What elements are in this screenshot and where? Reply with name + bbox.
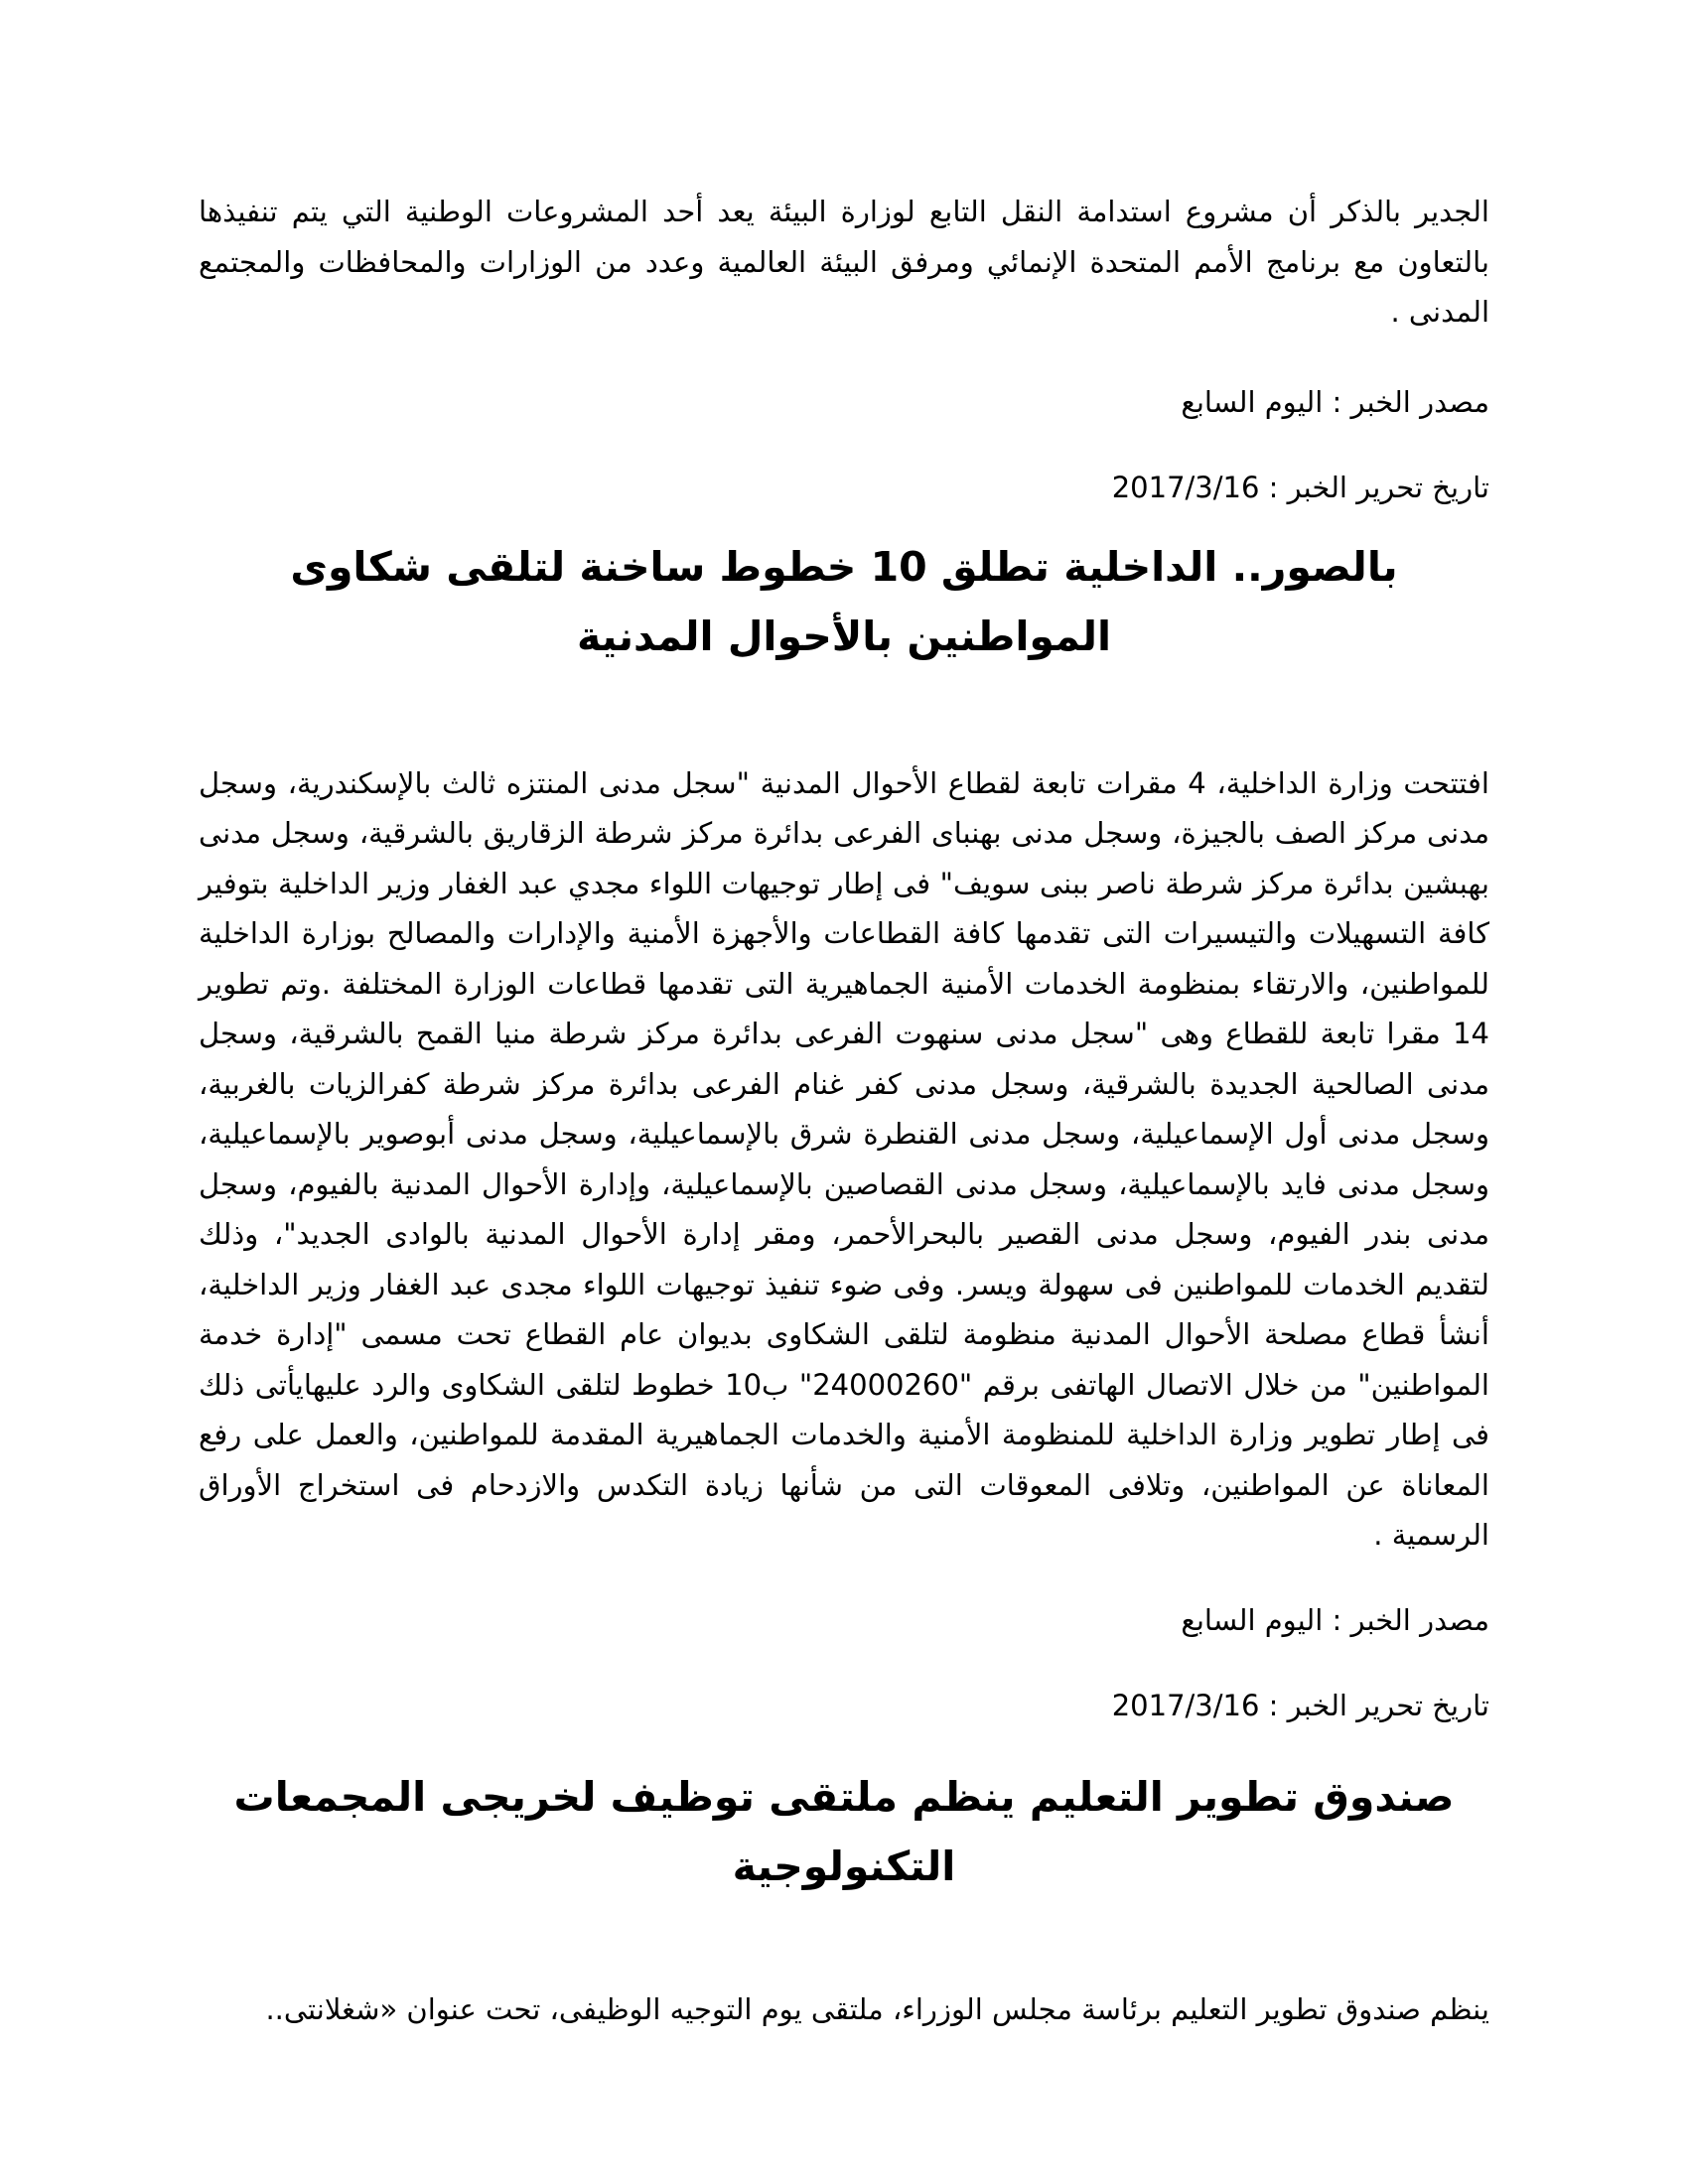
news-source-label: مصدر الخبر : اليوم السابع [1181,384,1489,419]
article-body: ينظم صندوق تطوير التعليم برئاسة مجلس الوزراء، ملتقى يوم التوجيه الوظيفى، تحت عنوان «شغلانتى.. [265,1991,1489,2026]
article-headline: صندوق تطوير التعليم ينظم ملتقى توظيف لخريجى المجمعات التكنولوجية [233,1772,1455,1890]
article-body: افتتحت وزارة الداخلية، 4 مقرات تابعة لقطاع الأحوال المدنية "سجل مدنى المنتزه ثالث بالإسكندرية، وسجل مدنى مركز الصف بالجيزة، وسجل مدنى بهنباى الفرعى بدائرة مركز شرطة الزقاريق بالشرقية، وسجل مدنى بهبشين بدائرة مركز شرطة ناصر ببنى سويف" فى إطار توجيهات اللواء مجدي عبد الغفار وزير الداخلية بتوفير كافة التسهيلات والتيسيرات التى تقدمها كافة القطاعات والأجهزة الأمنية والإدارات والمصالح بوزارة الداخلية للمواطنين، والارتقاء بمنظومة الخدمات الأمنية الجماهيرية التى تقدمها قطاعات الوزارة المختلفة .وتم تطوير 14 مقرا تابعة للقطاع وهى "سجل مدنى سنهوت الفرعى بدائرة مركز شرطة منيا القمح بالشرقية، وسجل مدنى الصالحية الجديدة بالشرقية، وسجل مدنى كفر غنام الفرعى بدائرة مركز شرطة كفرالزيات بالغربية، وسجل مدنى أول الإسماعيلية، وسجل مدنى القنطرة شرق بالإسماعيلية، وسجل مدنى أبوصوير بالإسماعيلية، وسجل مدنى فايد بالإسماعيلية، وسجل مدنى القصاصين بالإسماعيلية، وإدارة الأحوال المدنية بالفيوم، وسجل مدنى بندر الفيوم، وسجل مدنى القصير بالبحرالأحمر، ومقر إدارة الأحوال المدنية بالوادى الجديد"، وذلك لتقديم الخدمات للمواطنين فى سهولة ويسر. وفى ضوء تنفيذ توجيهات اللواء مجدى عبد الغفار وزير الداخلية، أنشأ قطاع مصلحة الأحوال المدنية منظومة لتلقى الشكاوى بديوان عام القطاع تحت مسمى "إدارة خدمة المواطنين" من خلال الاتصال الهاتفى برقم "24000260" ب10 خطوط لتلقى الشكاوى والرد عليهايأتى ذلك فى إطار تطوير وزارة الداخلية للمنظومة الأمنية والخدمات الجماهيرية المقدمة للمواطنين، والعمل على رفع المعاناة عن المواطنين، وتلافى المعوقات التى من شأنها زيادة التكدس والازدحام فى استخراج الأوراق الرسمية . [199,765,1489,1552]
news-date-label: تاريخ تحرير الخبر : 2017/3/16 [1111,1688,1489,1722]
article-headline: بالصور.. الداخلية تطلق 10 خطوط ساخنة لتلقى شكاوى المواطنين بالأحوال المدنية [290,542,1398,660]
document-page [199,187,1489,2034]
news-date-label: تاريخ تحرير الخبر : 2017/3/16 [1111,470,1489,504]
intro-paragraph: الجدير بالذكر أن مشروع استدامة النقل التابع لوزارة البيئة يعد أحد المشروعات الوطنية التي يتم تنفيذها بالتعاون مع برنامج الأمم المتحدة الإنمائي ومرفق البيئة العالمية وعدد من الوزارات والمحافظات والمجتمع المدنى . [199,195,1489,329]
news-source-label: مصدر الخبر : اليوم السابع [1181,1602,1489,1637]
